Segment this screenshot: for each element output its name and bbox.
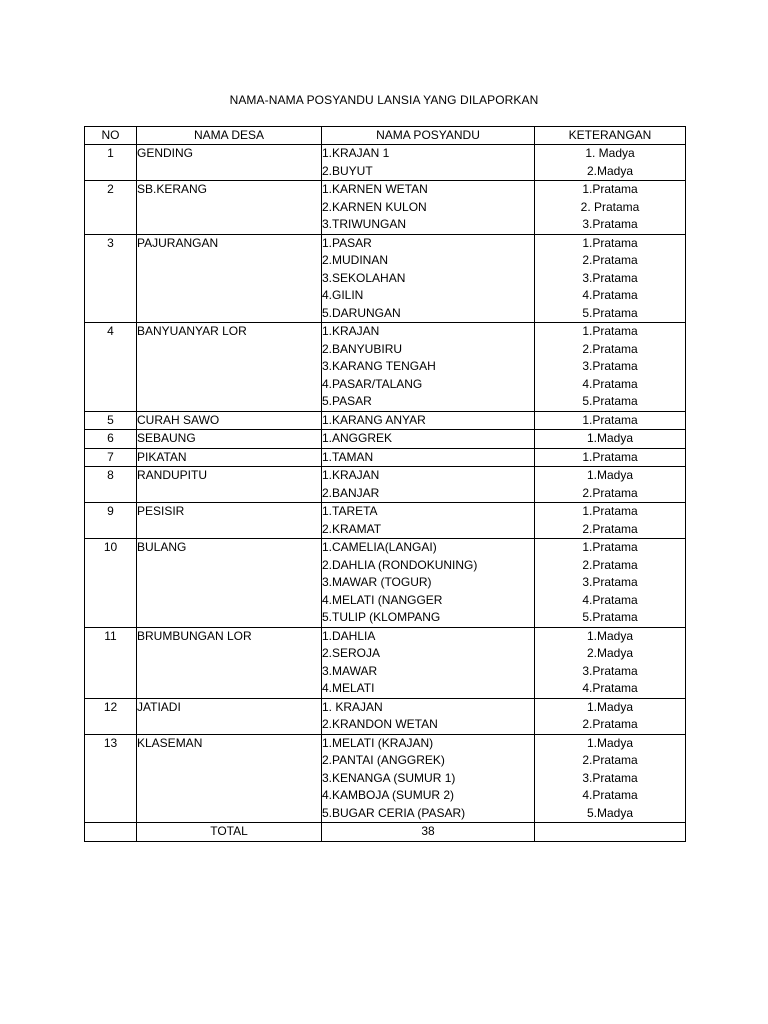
table-row bbox=[85, 467, 686, 503]
posyandu-name: 2.SEROJA bbox=[322, 646, 381, 660]
keterangan-value: 2.Pratama bbox=[582, 557, 638, 572]
village-name: CURAH SAWO bbox=[137, 411, 322, 430]
table-row bbox=[85, 734, 686, 823]
table-row bbox=[85, 323, 686, 412]
keterangan-list bbox=[535, 145, 686, 181]
keterangan-value: 4.Pratama bbox=[582, 288, 638, 302]
keterangan-value: 1.Pratama bbox=[582, 182, 638, 196]
posyandu-list bbox=[322, 627, 535, 698]
village-name: PIKATAN bbox=[137, 448, 322, 467]
posyandu-name: 5.BUGAR CERIA (PASAR) bbox=[322, 805, 466, 820]
table-row bbox=[85, 234, 686, 323]
posyandu-name: 2.PANTAI (ANGGREK) bbox=[322, 753, 445, 767]
village-name: PAJURANGAN bbox=[137, 234, 322, 323]
table-row bbox=[85, 448, 686, 467]
village-name: RANDUPITU bbox=[137, 467, 322, 503]
posyandu-name: 1.KARNEN WETAN bbox=[322, 182, 428, 196]
keterangan-value: 1.Pratama bbox=[582, 540, 638, 554]
total-keterangan-cell bbox=[535, 823, 686, 842]
table-row bbox=[85, 181, 686, 235]
village-name: BRUMBUNGAN LOR bbox=[137, 627, 322, 698]
table-body bbox=[85, 145, 686, 823]
row-number: 2 bbox=[85, 181, 137, 235]
posyandu-name: 4.MELATI bbox=[322, 681, 375, 695]
document-title: NAMA-NAMA POSYANDU LANSIA YANG DILAPORKAN bbox=[229, 93, 539, 107]
posyandu-name: 3.KARANG TENGAH bbox=[322, 359, 436, 373]
row-number: 12 bbox=[85, 698, 137, 734]
keterangan-value: 1.Pratama bbox=[582, 324, 638, 338]
posyandu-name: 2.DAHLIA (RONDOKUNING) bbox=[322, 557, 478, 572]
posyandu-name: 5.DARUNGAN bbox=[322, 305, 401, 320]
posyandu-name: 1.KARANG ANYAR bbox=[322, 412, 426, 427]
keterangan-value: 3.Pratama bbox=[582, 575, 638, 589]
keterangan-list bbox=[535, 181, 686, 235]
posyandu-list bbox=[322, 234, 535, 323]
keterangan-value: 1.Madya bbox=[586, 699, 634, 714]
table-row bbox=[85, 145, 686, 181]
posyandu-name: 2.KRAMAT bbox=[322, 521, 382, 536]
posyandu-name: 1.PASAR bbox=[322, 235, 372, 250]
table-row bbox=[85, 539, 686, 628]
table-row bbox=[85, 411, 686, 430]
keterangan-value: 4.Pratama bbox=[582, 788, 638, 802]
keterangan-value: 4.Pratama bbox=[582, 681, 638, 695]
keterangan-value: 3.Pratama bbox=[582, 217, 638, 231]
keterangan-list bbox=[535, 234, 686, 323]
row-number: 4 bbox=[85, 323, 137, 412]
posyandu-list bbox=[322, 539, 535, 628]
village-name: KLASEMAN bbox=[137, 734, 322, 823]
posyandu-list bbox=[322, 430, 535, 449]
row-number: 11 bbox=[85, 627, 137, 698]
keterangan-value: 1.Pratama bbox=[582, 504, 638, 518]
row-number: 6 bbox=[85, 430, 137, 449]
keterangan-value: 1.Madya bbox=[586, 628, 634, 643]
row-number: 1 bbox=[85, 145, 137, 181]
keterangan-value: 5.Pratama bbox=[582, 394, 638, 408]
posyandu-name: 4.KAMBOJA (SUMUR 2) bbox=[322, 788, 455, 802]
keterangan-list bbox=[535, 734, 686, 823]
posyandu-name: 2.KRANDON WETAN bbox=[322, 717, 438, 731]
keterangan-value: 1.Pratama bbox=[582, 412, 638, 427]
posyandu-name: 1.DAHLIA bbox=[322, 628, 376, 643]
keterangan-value: 1.Madya bbox=[586, 735, 634, 750]
village-name: BULANG bbox=[137, 539, 322, 628]
keterangan-value: 2.Pratama bbox=[582, 521, 638, 536]
keterangan-value: 2.Pratama bbox=[582, 341, 638, 356]
keterangan-value: 1.Madya bbox=[586, 431, 634, 445]
header-nama-posyandu: NAMA POSYANDU bbox=[322, 127, 535, 145]
table-row bbox=[85, 430, 686, 449]
keterangan-value: 3.Pratama bbox=[582, 663, 638, 678]
posyandu-name: 3.MAWAR bbox=[322, 663, 378, 678]
row-number: 8 bbox=[85, 467, 137, 503]
keterangan-list bbox=[535, 698, 686, 734]
keterangan-value: 4.Pratama bbox=[582, 592, 638, 607]
keterangan-value: 2. Pratama bbox=[580, 199, 640, 214]
keterangan-list bbox=[535, 411, 686, 430]
keterangan-value: 2.Madya bbox=[586, 163, 634, 178]
keterangan-value: 1. Madya bbox=[585, 146, 635, 160]
keterangan-value: 3.Pratama bbox=[582, 770, 638, 785]
village-name: GENDING bbox=[137, 145, 322, 181]
row-number: 7 bbox=[85, 448, 137, 467]
keterangan-value: 2.Pratama bbox=[582, 485, 638, 500]
row-number: 10 bbox=[85, 539, 137, 628]
table-row bbox=[85, 627, 686, 698]
village-name: SEBAUNG bbox=[137, 430, 322, 449]
posyandu-name: 3.SEKOLAHAN bbox=[322, 270, 406, 285]
keterangan-value: 4.Pratama bbox=[582, 376, 638, 391]
total-no-cell bbox=[85, 823, 137, 842]
header-keterangan: KETERANGAN bbox=[535, 127, 686, 145]
keterangan-value: 1.Pratama bbox=[582, 449, 638, 464]
village-name: PESISIR bbox=[137, 503, 322, 539]
keterangan-value: 3.Pratama bbox=[582, 270, 638, 285]
keterangan-value: 2.Pratama bbox=[582, 717, 638, 731]
table-row bbox=[85, 503, 686, 539]
posyandu-name: 1.ANGGREK bbox=[322, 431, 393, 445]
keterangan-value: 5.Pratama bbox=[582, 305, 638, 320]
keterangan-list bbox=[535, 467, 686, 503]
row-number: 5 bbox=[85, 411, 137, 430]
posyandu-name: 2.BUYUT bbox=[322, 163, 373, 178]
posyandu-table bbox=[84, 126, 686, 842]
posyandu-name: 4.GILIN bbox=[322, 288, 364, 302]
posyandu-name: 5.PASAR bbox=[322, 394, 372, 408]
row-number: 3 bbox=[85, 234, 137, 323]
posyandu-list bbox=[322, 503, 535, 539]
posyandu-name: 1.CAMELIA(LANGAI) bbox=[322, 540, 437, 554]
posyandu-name: 2.BANYUBIRU bbox=[322, 341, 403, 356]
keterangan-list bbox=[535, 627, 686, 698]
keterangan-list bbox=[535, 323, 686, 412]
header-no: NO bbox=[85, 127, 137, 145]
total-row bbox=[85, 823, 686, 842]
keterangan-value: 3.Pratama bbox=[582, 359, 638, 373]
posyandu-name: 2.KARNEN KULON bbox=[322, 199, 427, 214]
posyandu-name: 1.KRAJAN bbox=[322, 324, 380, 338]
table-row bbox=[85, 698, 686, 734]
keterangan-list bbox=[535, 503, 686, 539]
posyandu-name: 3.TRIWUNGAN bbox=[322, 217, 406, 231]
posyandu-name: 5.TULIP (KLOMPANG bbox=[322, 610, 441, 624]
village-name: JATIADI bbox=[137, 698, 322, 734]
keterangan-value: 1.Madya bbox=[586, 468, 634, 482]
keterangan-list bbox=[535, 430, 686, 449]
posyandu-list bbox=[322, 411, 535, 430]
posyandu-list bbox=[322, 448, 535, 467]
posyandu-list bbox=[322, 698, 535, 734]
village-name: SB.KERANG bbox=[137, 181, 322, 235]
posyandu-list bbox=[322, 181, 535, 235]
keterangan-list bbox=[535, 539, 686, 628]
keterangan-value: 5.Pratama bbox=[582, 610, 638, 624]
posyandu-name: 3.MAWAR (TOGUR) bbox=[322, 575, 432, 589]
village-name: BANYUANYAR LOR bbox=[137, 323, 322, 412]
posyandu-name: 1.KRAJAN 1 bbox=[322, 146, 390, 160]
total-value: 38 bbox=[322, 823, 535, 842]
posyandu-name: 1. KRAJAN bbox=[322, 699, 383, 714]
posyandu-name: 2.BANJAR bbox=[322, 485, 380, 500]
total-label: TOTAL bbox=[137, 823, 322, 842]
keterangan-value: 2.Madya bbox=[586, 646, 634, 660]
posyandu-name: 1.TAMAN bbox=[322, 449, 374, 464]
keterangan-value: 2.Pratama bbox=[582, 753, 638, 767]
posyandu-name: 1.KRAJAN bbox=[322, 468, 380, 482]
posyandu-name: 4.MELATI (NANGGER bbox=[322, 592, 443, 607]
row-number: 13 bbox=[85, 734, 137, 823]
posyandu-list bbox=[322, 323, 535, 412]
posyandu-name: 1.MELATI (KRAJAN) bbox=[322, 735, 434, 750]
row-number: 9 bbox=[85, 503, 137, 539]
keterangan-value: 5.Madya bbox=[586, 805, 634, 820]
header-nama-desa: NAMA DESA bbox=[137, 127, 322, 145]
posyandu-list bbox=[322, 467, 535, 503]
posyandu-name: 1.TARETA bbox=[322, 504, 378, 518]
posyandu-name: 4.PASAR/TALANG bbox=[322, 376, 423, 391]
posyandu-name: 3.KENANGA (SUMUR 1) bbox=[322, 770, 456, 785]
keterangan-list bbox=[535, 448, 686, 467]
posyandu-list bbox=[322, 734, 535, 823]
keterangan-value: 1.Pratama bbox=[582, 235, 638, 250]
posyandu-list bbox=[322, 145, 535, 181]
keterangan-value: 2.Pratama bbox=[582, 253, 638, 267]
table-header-row bbox=[85, 127, 686, 145]
posyandu-name: 2.MUDINAN bbox=[322, 253, 389, 267]
